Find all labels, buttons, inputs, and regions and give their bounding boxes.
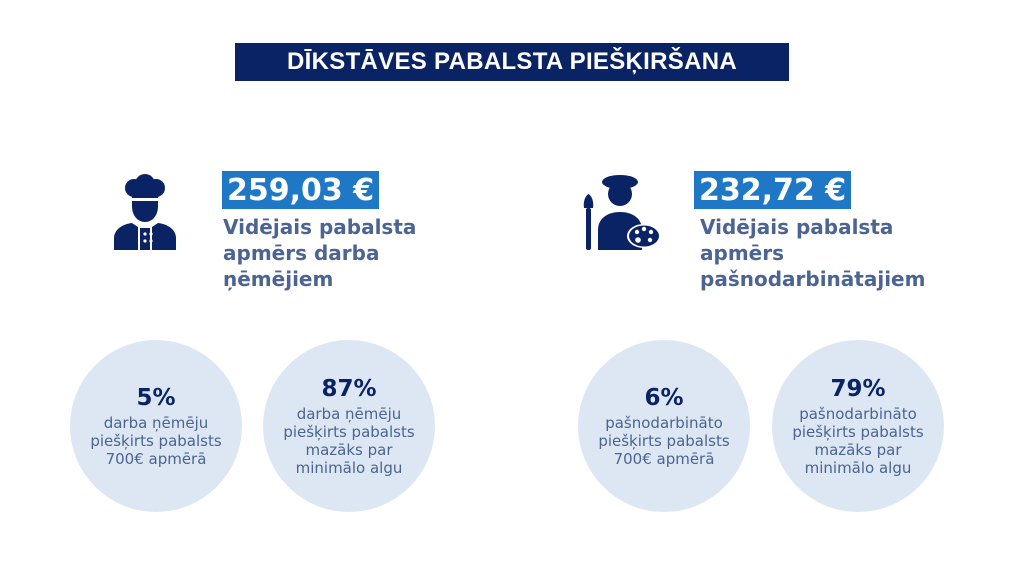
stat-value: 6% xyxy=(644,384,684,411)
stat-value: 79% xyxy=(830,375,886,402)
right-stat-1 xyxy=(578,340,750,512)
left-amount: 259,03 € xyxy=(222,171,379,209)
artist-icon xyxy=(580,174,662,252)
left-stat-1 xyxy=(70,340,242,512)
page-title: DĪKSTĀVES PABALSTA PIEŠĶIRŠANA xyxy=(235,43,789,81)
right-amount: 232,72 € xyxy=(694,171,851,209)
stat-text: pašnodarbināto piešķirts pabalsts 700€ apmērā xyxy=(598,413,730,468)
stat-value: 5% xyxy=(136,384,176,411)
right-description: Vidējais pabalsta apmērs pašnodarbinātajiem xyxy=(700,215,926,291)
stat-text: darba ņēmēju piešķirts pabalsts 700€ apmērā xyxy=(90,413,222,468)
right-stat-2 xyxy=(772,340,944,512)
chef-icon xyxy=(112,174,178,250)
stat-text: pašnodarbināto piešķirts pabalsts mazāks par minimālo algu xyxy=(792,404,924,477)
left-description: Vidējais pabalsta apmērs darba ņēmējiem xyxy=(223,215,417,291)
left-stat-2 xyxy=(263,340,435,512)
stat-text: darba ņēmēju piešķirts pabalsts mazāks par minimālo algu xyxy=(283,404,415,477)
stat-value: 87% xyxy=(321,375,377,402)
